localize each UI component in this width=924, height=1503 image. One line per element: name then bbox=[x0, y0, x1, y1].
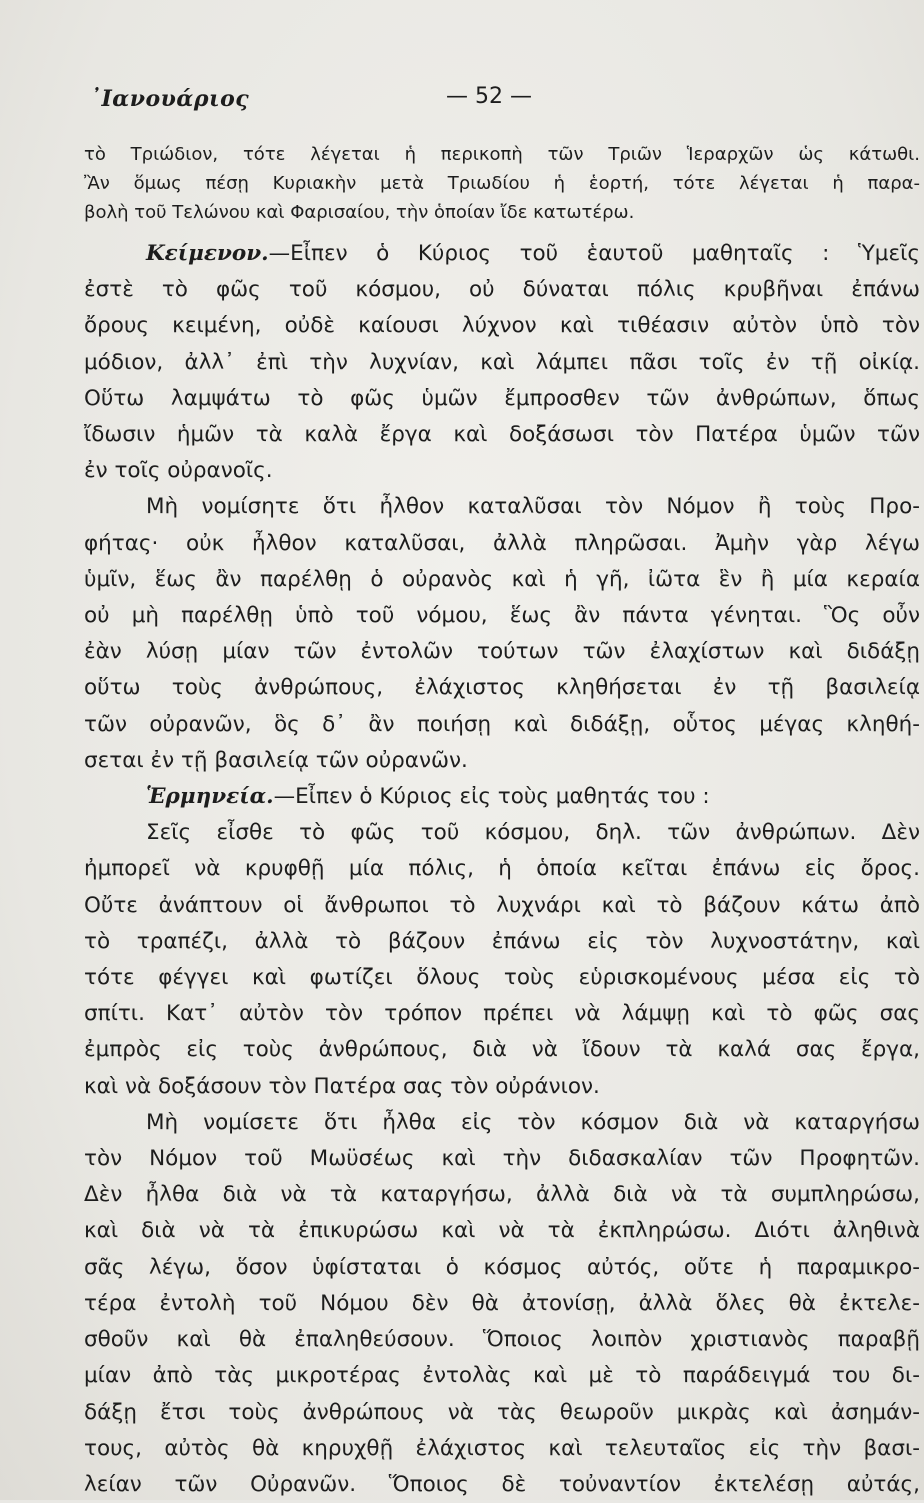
text-line: ἴδωσιν ἡμῶν τὰ καλὰ ἔργα καὶ δοξάσωσι τὸν Πατέρα ὑμῶν τῶν bbox=[84, 422, 920, 448]
text-line: Οὔτε ἀνάπτουν οἱ ἄνθρωποι τὸ λυχνάρι καὶ τὸ βάζουν κάτω ἀπὸ bbox=[84, 892, 920, 918]
text-line: φήτας· οὐκ ἦλθον καταλῦσαι, ἀλλὰ πληρῶσαι. Ἀμὴν γὰρ λέγω bbox=[84, 530, 920, 556]
section-label-ermineia: Ἑρμηνεία. bbox=[146, 784, 274, 810]
intro-paragraph bbox=[84, 140, 920, 227]
text-line: ἠμπορεῖ νὰ κρυφθῇ μία πόλις, ἡ ὁποία κεῖται ἐπάνω εἰς ὄρος. bbox=[84, 856, 920, 882]
text-line: τέρα ἐντολὴ τοῦ Νόμου δὲν θὰ ἀτονίσῃ, ἀλλὰ ὅλες θὰ ἐκτελε- bbox=[84, 1290, 920, 1316]
text-line: σεται ἐν τῇ βασιλείᾳ τῶν οὐρανῶν. bbox=[84, 747, 468, 773]
text-line: οὐ μὴ παρέλθῃ ὑπὸ τοῦ νόμου, ἕως ἂν πάντα γένηται. Ὃς οὖν bbox=[84, 603, 920, 629]
text-line: Δὲν ἦλθα διὰ νὰ τὰ καταργήσω, ἀλλὰ διὰ νὰ τὰ συμπληρώσω, bbox=[84, 1182, 920, 1208]
text-line: ὑμῖν, ἕως ἂν παρέλθῃ ὁ οὐρανὸς καὶ ἡ γῆ, ἰῶτα ἓν ἢ μία κεραία bbox=[84, 566, 920, 592]
text-line: ἐν τοῖς οὐρανοῖς. bbox=[84, 458, 273, 484]
text-line: οὕτω τοὺς ἀνθρώπους, ἐλάχιστος κληθήσεται ἐν τῇ βασιλείᾳ bbox=[84, 675, 920, 701]
text-line: δάξῃ ἔτσι τοὺς ἀνθρώπους νὰ τὰς θεωροῦν μικρὰς καὶ ἀσημάν- bbox=[84, 1399, 920, 1425]
page-number: — 52 — bbox=[446, 84, 532, 109]
keimenon-first-line bbox=[84, 236, 920, 272]
text-line: τὸ τραπέζι, ἀλλὰ τὸ βάζουν ἐπάνω εἰς τὸν λυχνοστάτην, καὶ bbox=[84, 928, 920, 954]
text-line: ἐὰν λύσῃ μίαν τῶν ἐντολῶν τούτων τῶν ἐλαχίστων καὶ διδάξῃ bbox=[84, 639, 920, 665]
text-segment: —Εἶπεν ὁ Κύριος τοῦ ἑαυτοῦ μαθηταῖς : Ὑμεῖς bbox=[268, 241, 920, 266]
text-line: τους, αὐτὸς θὰ κηρυχθῇ ἐλάχιστος καὶ τελευταῖος εἰς τὴν βασι- bbox=[84, 1435, 920, 1461]
text-line: τὸν Νόμον τοῦ Μωϋσέως καὶ τὴν διδασκαλίαν τῶν Προφητῶν. bbox=[84, 1146, 920, 1172]
main-text bbox=[84, 236, 920, 1503]
text-segment: —Εἶπεν ὁ Κύριος εἰς τοὺς μαθητάς του : bbox=[273, 784, 710, 810]
text-line: τῶν οὐρανῶν, ὃς δ᾿ ἂν ποιήσῃ καὶ διδάξῃ, οὗτος μέγας κληθή- bbox=[84, 711, 920, 737]
running-head: ᾿Ιανουάριος bbox=[90, 86, 250, 112]
text-line: καὶ νὰ δοξάσουν τὸν Πατέρα σας τὸν οὐράνιον. bbox=[84, 1073, 600, 1099]
text-line: ἐστὲ τὸ φῶς τοῦ κόσμου, οὐ δύναται πόλις κρυβῆναι ἐπάνω bbox=[84, 277, 920, 303]
section-label-keimenon: Κείμενον. bbox=[146, 241, 269, 266]
text-line: βολὴ τοῦ Τελώνου καὶ Φαρισαίου, τὴν ὁποίαν ἴδε κατωτέρω. bbox=[84, 202, 635, 223]
ermineia-first-line bbox=[84, 779, 920, 815]
text-line: Μὴ νομίσετε ὅτι ἦλθα εἰς τὸν κόσμον διὰ νὰ καταργήσω bbox=[146, 1109, 920, 1135]
text-line: σθοῦν καὶ θὰ ἐπαληθεύσουν. Ὅποιος λοιπὸν χριστιανὸς παραβῇ bbox=[84, 1327, 920, 1353]
text-line: σᾶς λέγω, ὅσον ὑφίσταται ὁ κόσμος αὐτός, οὔτε ἡ παραμικρο- bbox=[84, 1254, 920, 1280]
text-line: ἐμπρὸς εἰς τοὺς ἀνθρώπους, διὰ νὰ ἴδουν τὰ καλά σας ἔργα, bbox=[84, 1037, 920, 1063]
text-line: τότε φέγγει καὶ φωτίζει ὅλους τοὺς εὑρισκομένους μέσα εἰς τὸ bbox=[84, 965, 920, 991]
text-line: σπίτι. Κατ᾿ αὐτὸν τὸν τρόπον πρέπει νὰ λάμψῃ καὶ τὸ φῶς σας bbox=[84, 1001, 920, 1027]
text-line: τὸ Τριώδιον, τότε λέγεται ἡ περικοπὴ τῶν Τριῶν Ἱεραρχῶν ὡς κάτωθι. bbox=[84, 144, 920, 165]
text-line: Μὴ νομίσητε ὅτι ἦλθον καταλῦσαι τὸν Νόμον ἢ τοὺς Προ- bbox=[146, 494, 920, 520]
text-line: μίαν ἀπὸ τὰς μικροτέρας ἐντολὰς καὶ μὲ τὸ παράδειγμά του δι- bbox=[84, 1363, 920, 1389]
text-line: Σεῖς εἶσθε τὸ φῶς τοῦ κόσμου, δηλ. τῶν ἀνθρώπων. Δὲν bbox=[146, 820, 920, 846]
text-line: λείαν τῶν Οὐρανῶν. Ὅποιος δὲ τοὐναντίον ἐκτελέσῃ αὐτάς, bbox=[84, 1471, 920, 1497]
text-line: μόδιον, ἀλλ᾿ ἐπὶ τὴν λυχνίαν, καὶ λάμπει πᾶσι τοῖς ἐν τῇ οἰκίᾳ. bbox=[84, 349, 920, 375]
text-line: καὶ διὰ νὰ τὰ ἐπικυρώσω καὶ νὰ τὰ ἐκπληρώσω. Διότι ἀληθινὰ bbox=[84, 1218, 920, 1244]
text-line: Οὕτω λαμψάτω τὸ φῶς ὑμῶν ἔμπροσθεν τῶν ἀνθρώπων, ὅπως bbox=[84, 385, 920, 411]
text-line: Ἂν ὅμως πέσῃ Κυριακὴν μετὰ Τριωδίου ἡ ἑορτή, τότε λέγεται ἡ παρα- bbox=[84, 173, 920, 194]
text-line: ὄρους κειμένη, οὐδὲ καίουσι λύχνον καὶ τιθέασιν αὐτὸν ὑπὸ τὸν bbox=[84, 313, 920, 339]
